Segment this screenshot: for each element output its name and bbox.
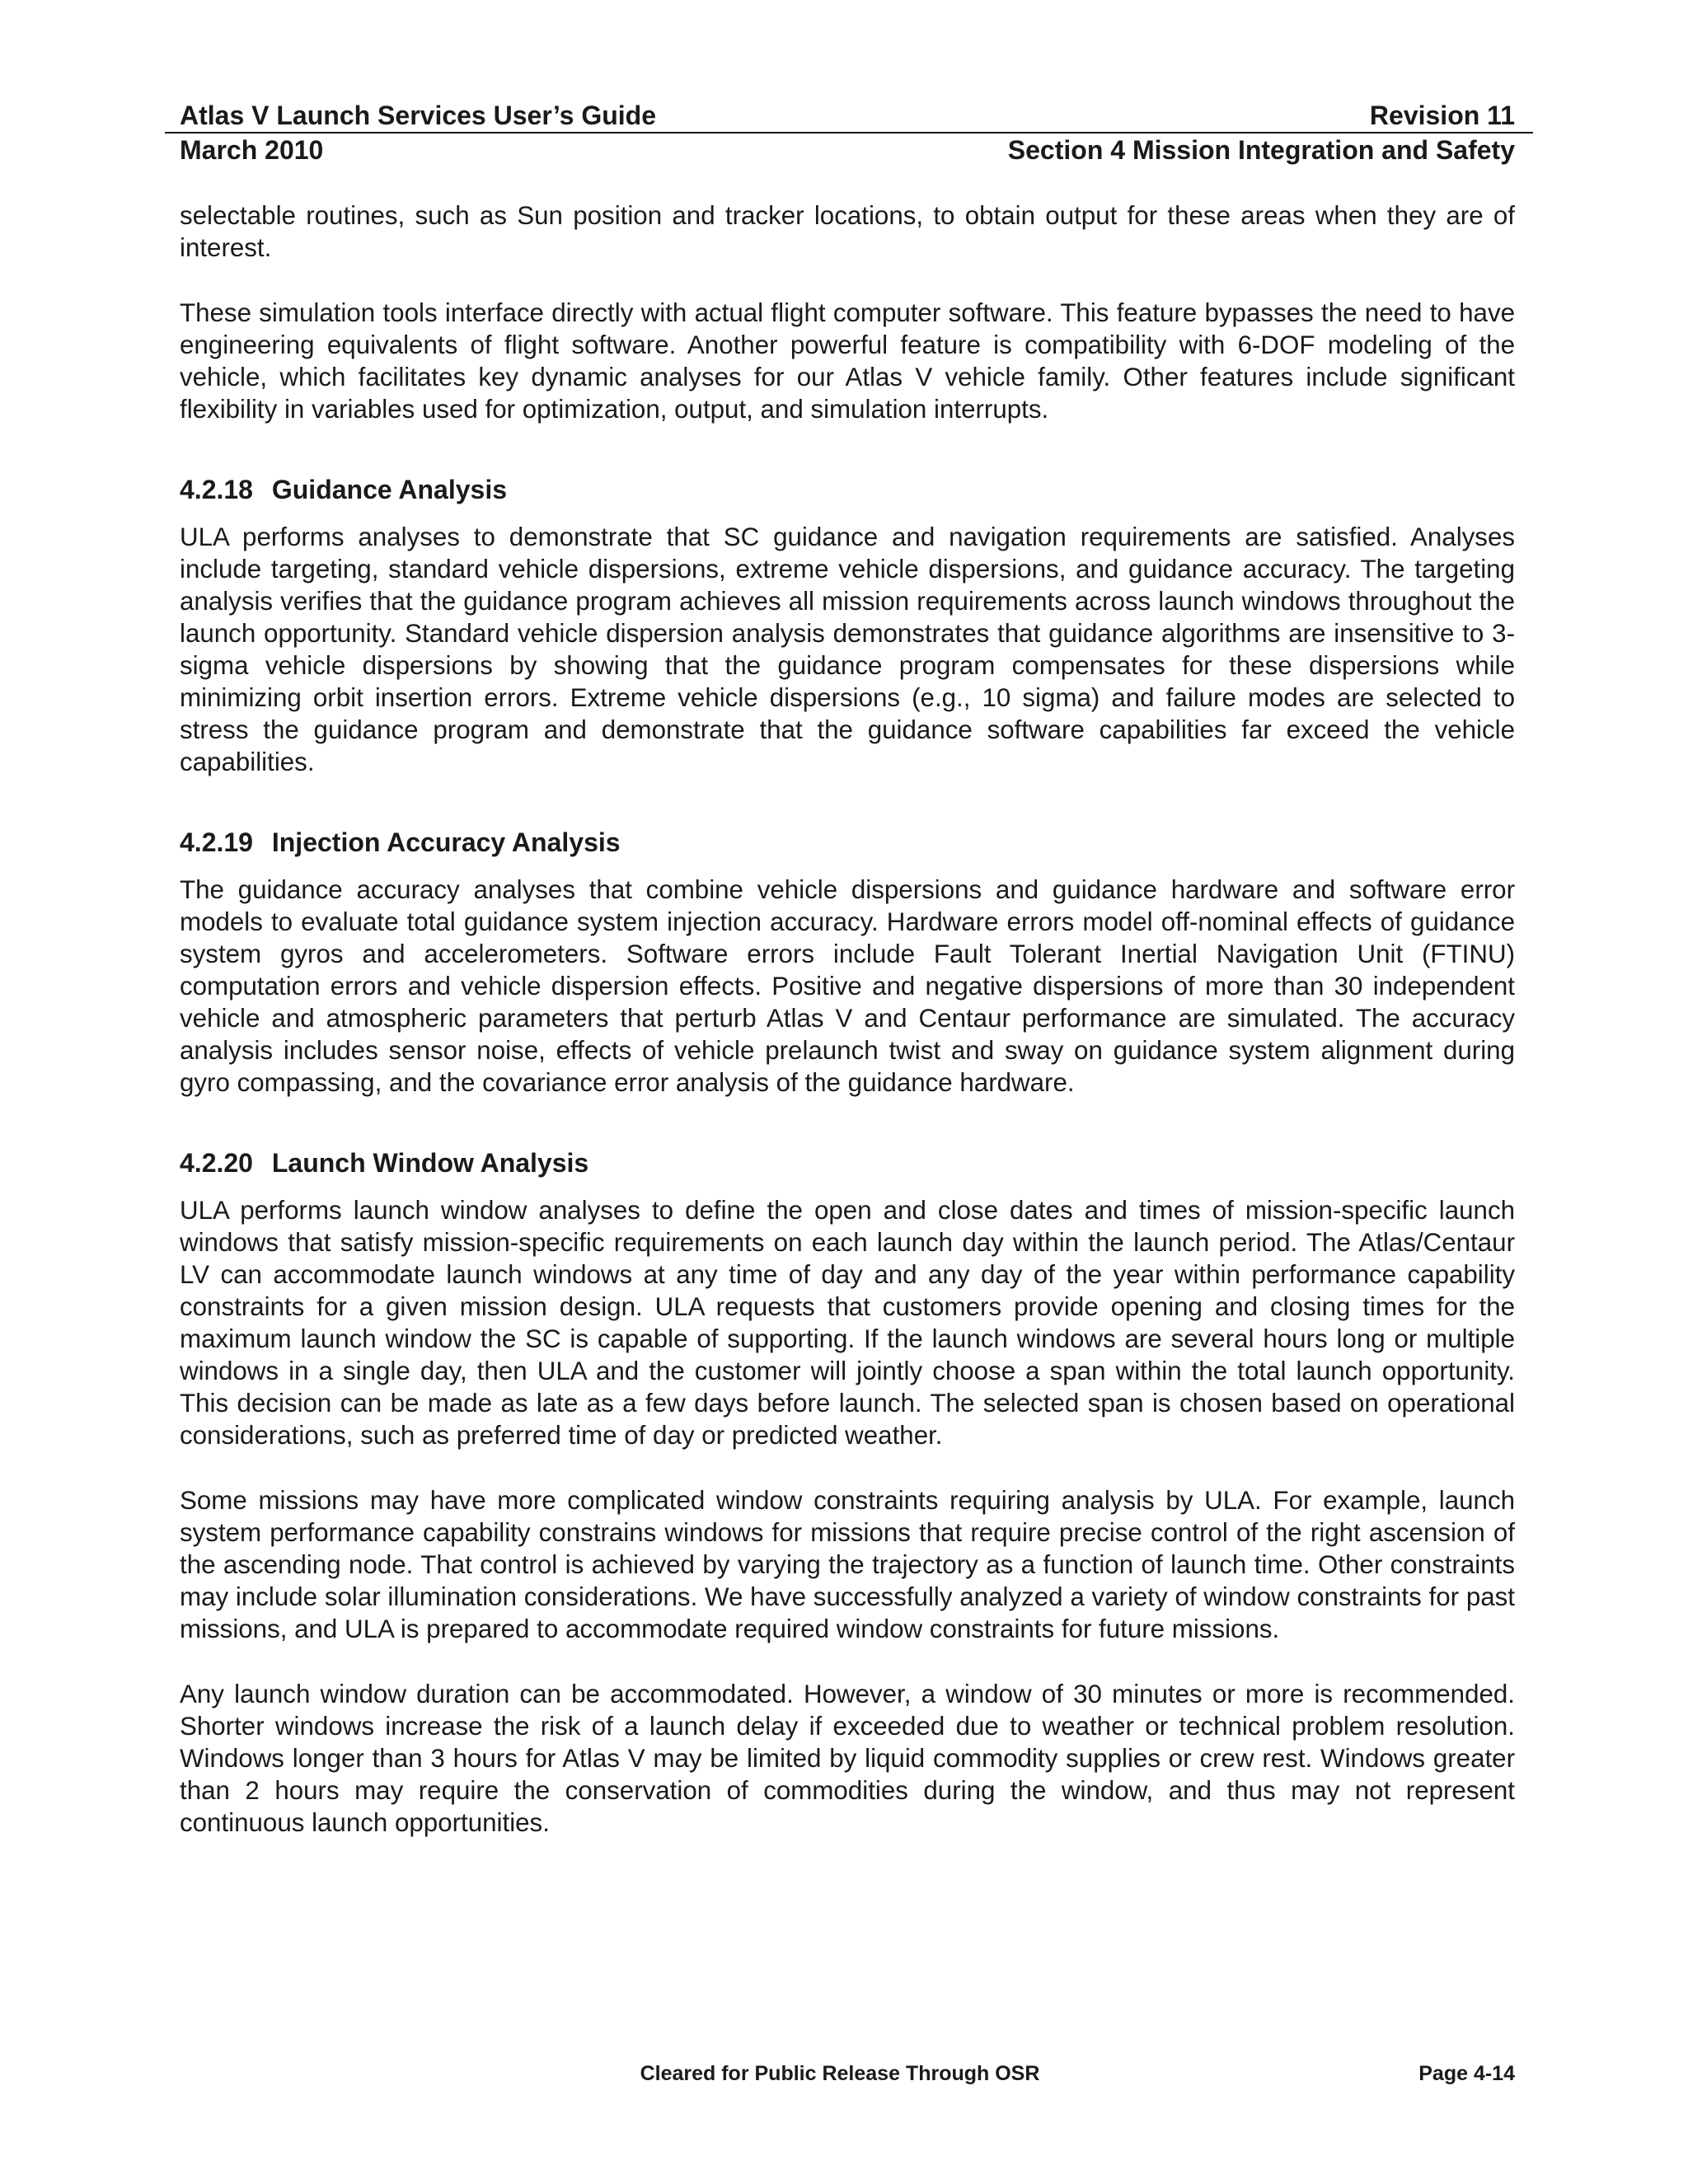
- section-title: Injection Accuracy Analysis: [271, 827, 621, 857]
- page-header: [165, 99, 1533, 166]
- revision-label: Revision 11: [1369, 101, 1515, 130]
- injection-accuracy-paragraph: The guidance accuracy analyses that combine vehicle dispersions and guidance hardware and software error models to evaluate total guidance system injection accuracy. Hardware errors model off-nominal effects of guidance system gyros and accelerometers. Software errors include Fault Tolerant Inertial Navigation Unit (FTINU) computation errors and vehicle dispersion effects. Positive and negative dispersions of more than 30 independent vehicle and atmospheric parameters that perturb Atlas V and Centaur performance are simulated. The accuracy analysis includes sensor noise, effects of vehicle prelaunch twist and sway on guidance system alignment during gyro compassing, and the covariance error analysis of the guidance hardware.: [180, 875, 1515, 1097]
- section-label: Section 4 Mission Integration and Safety: [1007, 135, 1515, 165]
- document-date: March 2010: [180, 135, 324, 165]
- header-bottom-row: [165, 134, 1533, 166]
- launch-window-paragraph-1: ULA performs launch window analyses to define the open and close dates and times of mission-specific launch windows that satisfy mission-specific requirements on each launch day within the launch period. The Atlas/Centaur LV can accommodate launch windows at any time of day and any day of the year within performance capability constraints for a given mission design. ULA requests that customers provide opening and closing times for the maximum launch window the SC is capable of supporting. If the launch windows are several hours long or multiple windows in a single day, then ULA and the customer will jointly choose a span within the total launch opportunity. This decision can be made as late as a few days before launch. The selected span is chosen based on operational considerations, such as preferred time of day or predicted weather.: [180, 1196, 1515, 1450]
- launch-window-paragraph-3: Any launch window duration can be accommodated. However, a window of 30 minutes or more is recommended. Shorter windows increase the risk of a launch delay if exceeded due to weather or technical problem resolution. Windows longer than 3 hours for Atlas V may be limited by liquid commodity supplies or crew rest. Windows greater than 2 hours may require the conservation of commodities during the window, and thus may not represent continuous launch opportunities.: [180, 1680, 1515, 1837]
- section-number: 4.2.18: [180, 475, 253, 504]
- intro-paragraph-1: selectable routines, such as Sun position and tracker locations, to obtain output for these areas when they are of interest.: [180, 201, 1515, 262]
- guidance-analysis-paragraph: ULA performs analyses to demonstrate that SC guidance and navigation requirements are satisfied. Analyses include targeting, standard vehicle dispersions, extreme vehicle dispersions, and guidance accuracy. The targeting analysis verifies that the guidance program achieves all mission requirements across launch windows throughout the launch opportunity. Standard vehicle dispersion analysis demonstrates that guidance algorithms are insensitive to 3-sigma vehicle dispersions by showing that the guidance program compensates for these dispersions while minimizing orbit insertion errors. Extreme vehicle dispersions (e.g., 10 sigma) and failure modes are selected to stress the guidance program and demonstrate that the guidance software capabilities far exceed the vehicle capabilities.: [180, 523, 1515, 776]
- section-title: Launch Window Analysis: [271, 1148, 589, 1178]
- section-number: 4.2.20: [180, 1148, 253, 1178]
- release-statement: Cleared for Public Release Through OSR: [640, 2062, 1040, 2085]
- launch-window-paragraph-2: Some missions may have more complicated window constraints requiring analysis by ULA. For example, launch system performance capability constrains windows for missions that require precise control of the right ascension of the ascending node. That control is achieved by varying the trajectory as a function of launch time. Other constraints may include solar illumination considerations. We have successfully analyzed a variety of window constraints for past missions, and ULA is prepared to accommodate required window constraints for future missions.: [180, 1486, 1515, 1643]
- page-footer: [165, 2060, 1515, 2093]
- section-heading-4-2-19: [180, 826, 1515, 859]
- header-top-row: [165, 99, 1533, 132]
- page-content: [180, 199, 1515, 1872]
- intro-paragraph-2: These simulation tools interface directly with actual flight computer software. This feature bypasses the need to have engineering equivalents of flight software. Another powerful feature is compatibility with 6-DOF modeling of the vehicle, which facilitates key dynamic analyses for our Atlas V vehicle family. Other features include significant flexibility in variables used for optimization, output, and simulation interrupts.: [180, 298, 1515, 424]
- section-number: 4.2.19: [180, 827, 253, 857]
- section-heading-4-2-20: [180, 1146, 1515, 1179]
- section-heading-4-2-18: [180, 473, 1515, 506]
- section-title: Guidance Analysis: [271, 475, 507, 504]
- document-title: Atlas V Launch Services User’s Guide: [180, 101, 657, 130]
- page-number: Page 4-14: [1418, 2062, 1515, 2085]
